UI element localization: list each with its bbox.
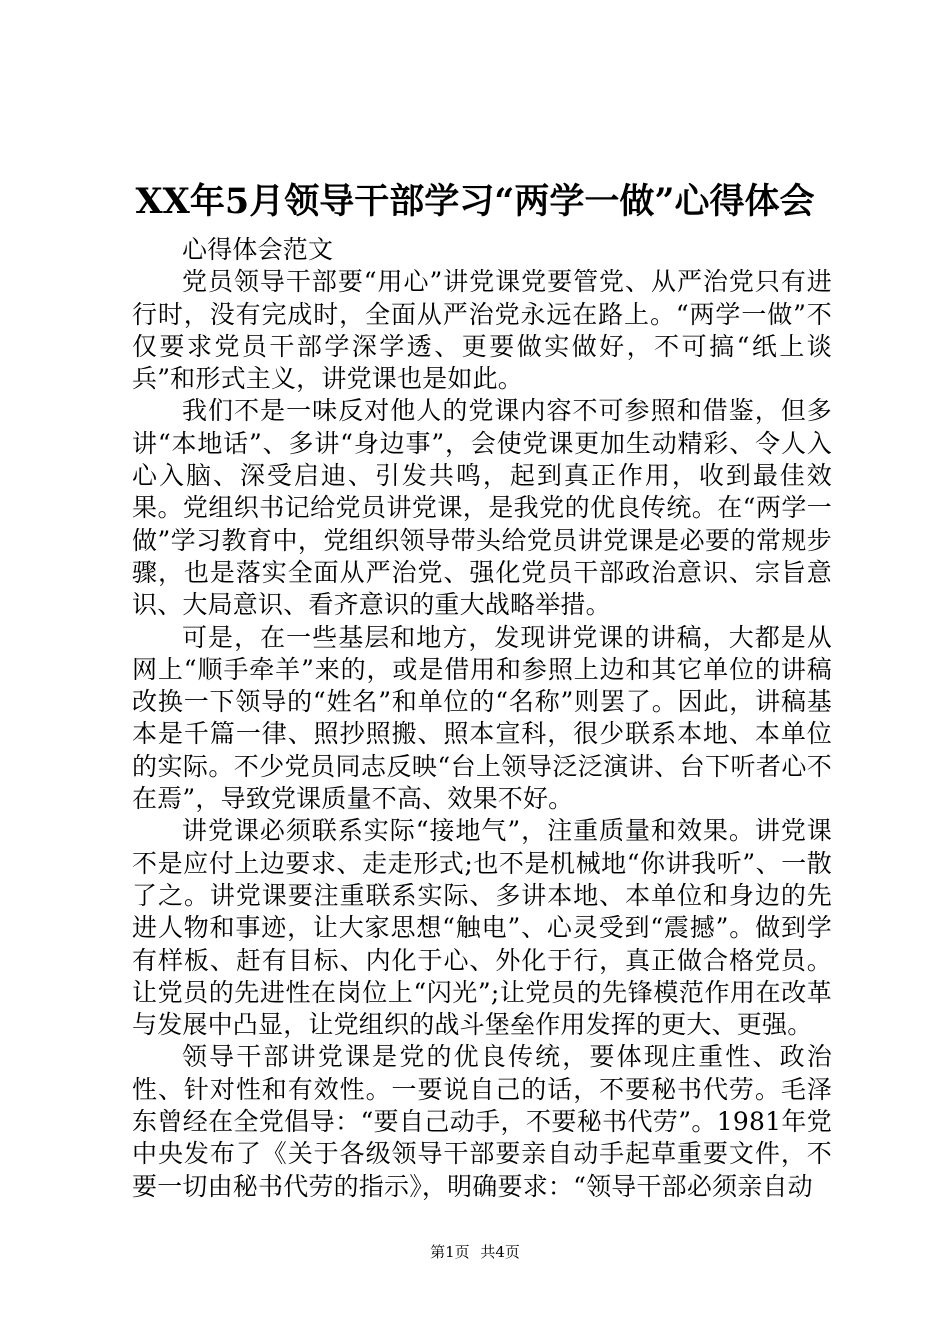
page-total: 共4页 (480, 1243, 520, 1261)
page-number: 第1页 (430, 1243, 470, 1261)
paragraph: 讲党课必须联系实际“接地气”，注重质量和效果。讲党课不是应付上边要求、走走形式;也不是机械地“你讲我听”、一散了之。讲党课要注重联系实际、多讲本地、本单位和身边的先进人物和事迹，让大家思想“触电”、心灵受到“震撼”。做到学有样板、赶有目标、内化于心、外化于行，真正做合格党员。让党员的先进性在岗位上“闪光”;让党员的先锋模范作用在改革与发展中凸显，让党组织的战斗堡垒作用发挥的更大、更强。 (132, 816, 832, 1040)
paragraph: 我们不是一味反对他人的党课内容不可参照和借鉴，但多讲“本地话”、多讲“身边事”，会使党课更加生动精彩、令人入心入脑、深受启迪、引发共鸣，起到真正作用，收到最佳效果。党组织书记给党员讲党课，是我党的优良传统。在“两学一做”学习教育中，党组织领导带头给党员讲党课是必要的常规步骤，也是落实全面从严治党、强化党员干部政治意识、宗旨意识、大局意识、看齐意识的重大战略举措。 (132, 396, 832, 620)
document-title: XX年5月领导干部学习“两学一做”心得体会 (135, 181, 815, 222)
page-footer (0, 1242, 950, 1262)
paragraph: 可是，在一些基层和地方，发现讲党课的讲稿，大都是从网上“顺手牵羊”来的，或是借用和参照上边和其它单位的讲稿改换一下领导的“姓名”和单位的“名称”则罢了。因此，讲稿基本是千篇一律、照抄照搬、照本宣科，很少联系本地、本单位的实际。不少党员同志反映“台上领导泛泛演讲、台下听者心不在焉”，导致党课质量不高、效果不好。 (132, 622, 832, 814)
paragraph: 领导干部讲党课是党的优良传统，要体现庄重性、政治性、针对性和有效性。一要说自己的话，不要秘书代劳。毛泽东曾经在全党倡导：“要自己动手，不要秘书代劳”。1981年党中央发布了《关于各级领导干部要亲自动手起草重要文件，不要一切由秘书代劳的指示》，明确要求：“领导干部必须亲自动 (132, 1042, 832, 1201)
document-body (132, 234, 832, 1203)
document-subtitle: 心得体会范文 (182, 235, 334, 264)
paragraph: 党员领导干部要“用心”讲党课党要管党、从严治党只有进行时，没有完成时，全面从严治党永远在路上。“两学一做”不仅要求党员干部学深学透、更要做实做好，不可搞“纸上谈兵”和形式主义，讲党课也是如此。 (132, 267, 832, 394)
